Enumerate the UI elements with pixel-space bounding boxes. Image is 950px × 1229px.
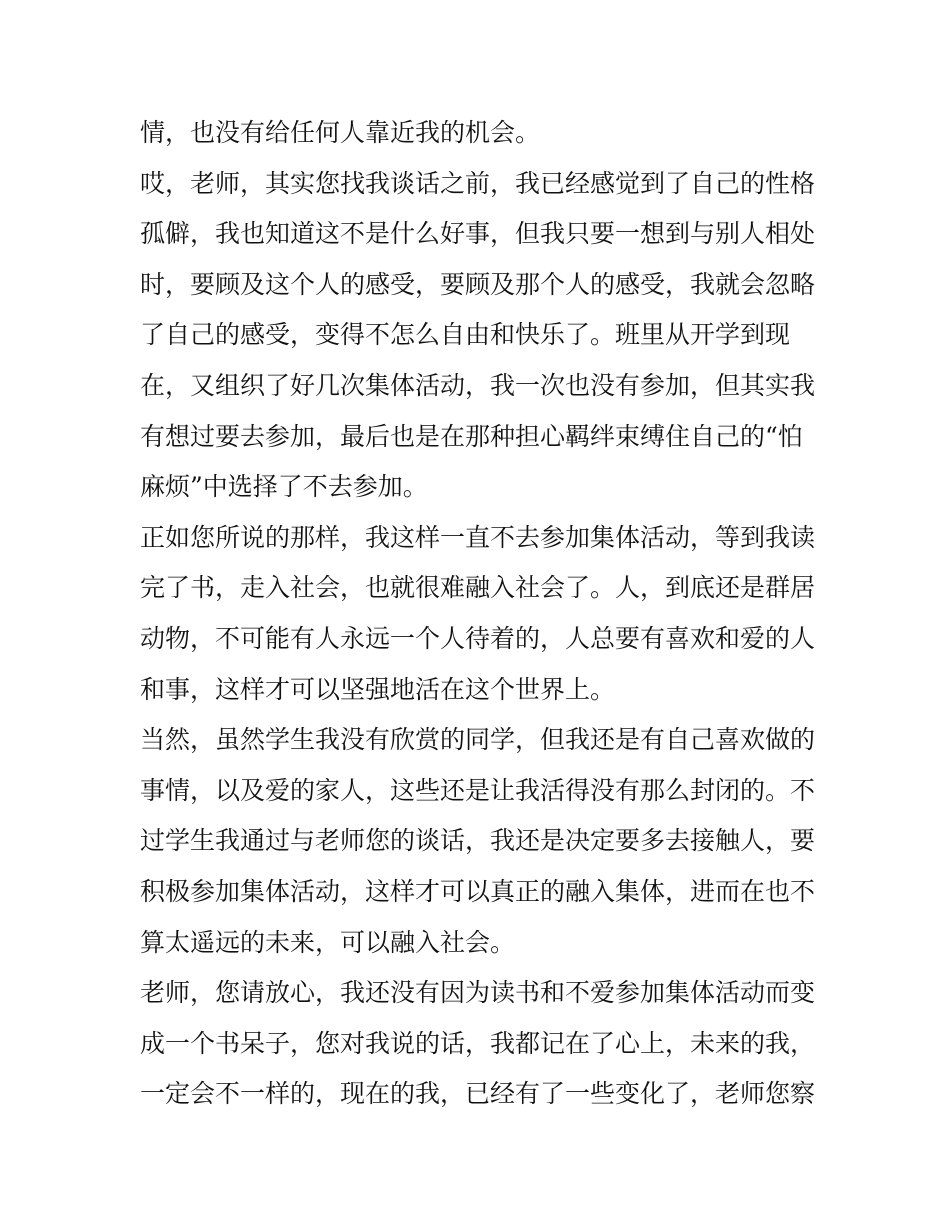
text-line-15: 过学生我通过与老师您的谈话，我还是决定要多去接触人，要 (140, 826, 816, 856)
text-line-14: 事情，以及爱的家人，这些还是让我活得没有那么封闭的。不 (140, 775, 816, 805)
body-text (140, 108, 820, 1120)
text-line-4: 时，要顾及这个人的感受，要顾及那个人的感受，我就会忽略 (140, 269, 816, 299)
text-line-8: 麻烦”中选择了不去参加。 (140, 472, 428, 502)
text-line-1: 情，也没有给任何人靠近我的机会。 (140, 118, 541, 147)
text-line-10: 完了书，走入社会，也就很难融入社会了。人，到底还是群居 (140, 573, 816, 603)
text-line-12: 和事，这样才可以坚强地活在这个世界上。 (140, 674, 616, 704)
text-line-7: 有想过要去参加，最后也是在那种担心羁绊束缚住自己的“怕 (140, 421, 803, 451)
text-line-17: 算太遥远的未来，可以融入社会。 (140, 927, 516, 957)
text-line-2: 哎，老师，其实您找我谈话之前，我已经感觉到了自己的性格 (140, 168, 816, 198)
text-line-13: 当然，虽然学生我没有欣赏的同学，但我还是有自己喜欢做的 (140, 725, 816, 755)
text-line-3: 孤僻，我也知道这不是什么好事，但我只要一想到与别人相处 (140, 219, 816, 249)
text-line-19: 成一个书呆子，您对我说的话，我都记在了心上，未来的我， (140, 1028, 816, 1058)
text-line-20: 一定会不一样的，现在的我，已经有了一些变化了，老师您察 (140, 1079, 816, 1109)
text-line-6: 在，又组织了好几次集体活动，我一次也没有参加，但其实我 (140, 370, 816, 400)
text-line-16: 积极参加集体活动，这样才可以真正的融入集体，进而在也不 (140, 876, 816, 906)
text-line-11: 动物，不可能有人永远一个人待着的，人总要有喜欢和爱的人 (140, 623, 816, 653)
text-line-5: 了自己的感受，变得不怎么自由和快乐了。班里从开学到现 (140, 320, 791, 350)
text-line-9: 正如您所说的那样，我这样一直不去参加集体活动，等到我读 (140, 522, 816, 552)
text-line-18: 老师，您请放心，我还没有因为读书和不爱参加集体活动而变 (140, 978, 816, 1008)
